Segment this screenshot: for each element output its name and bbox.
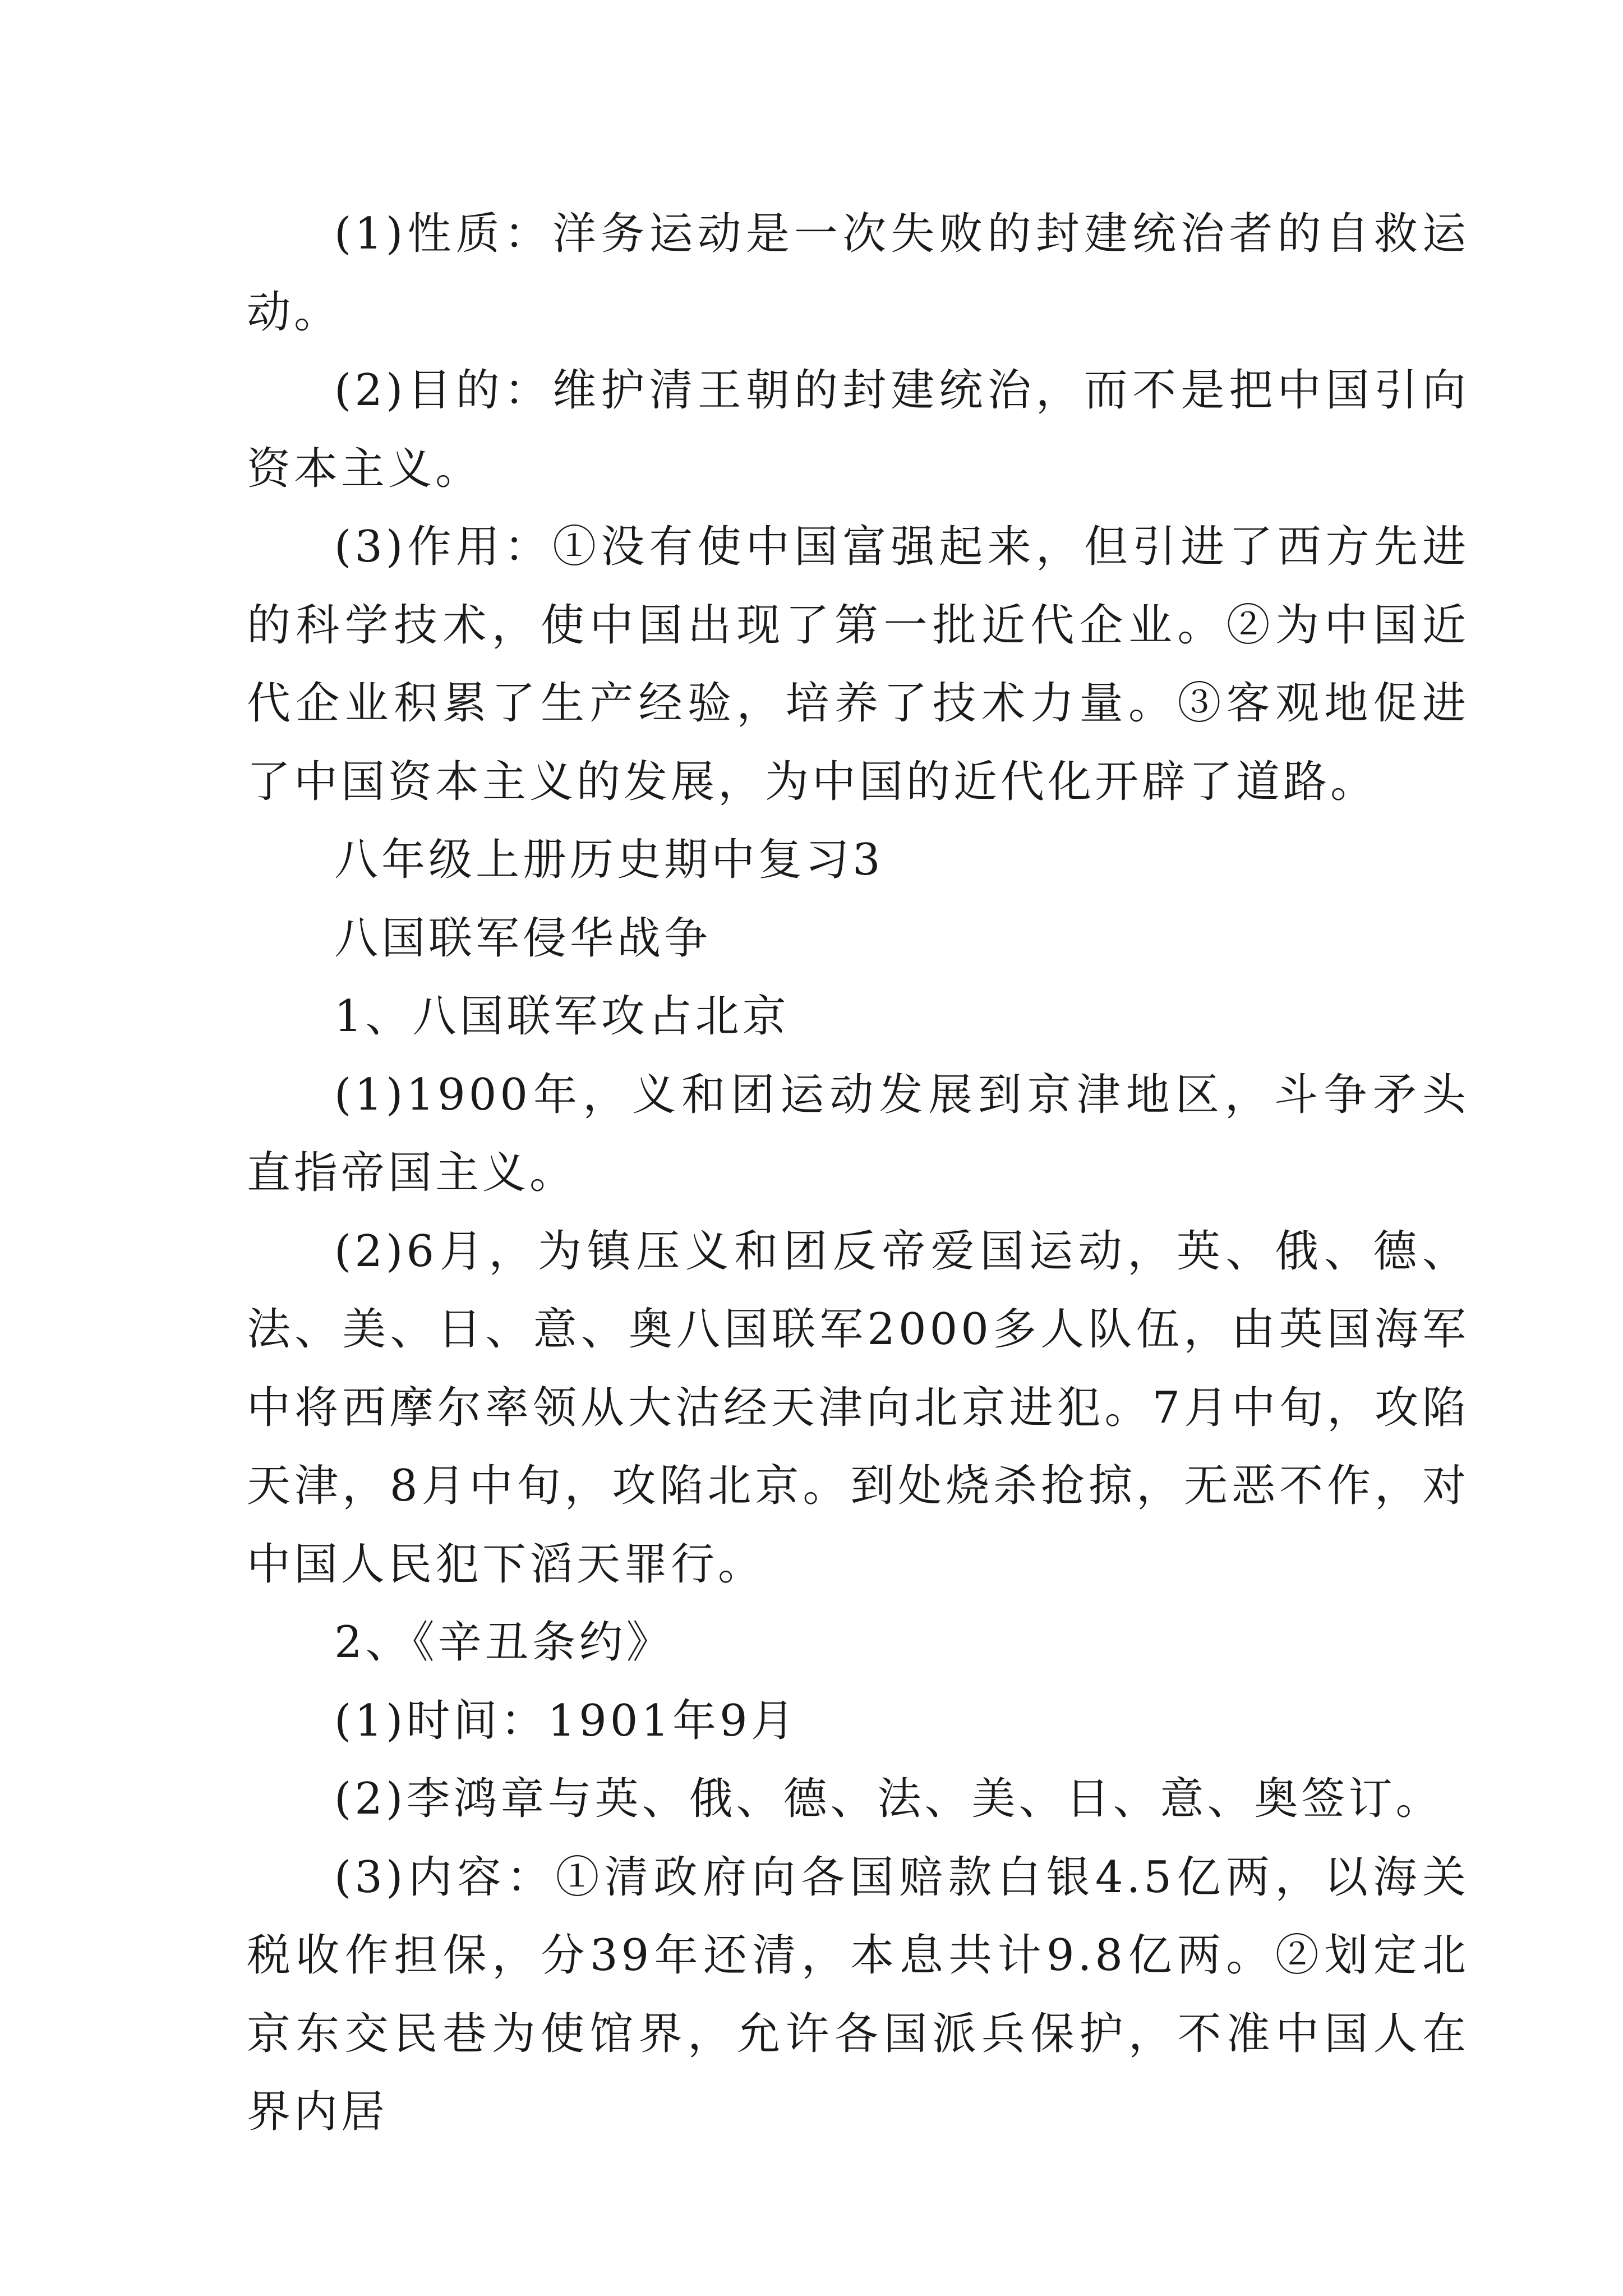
paragraph-effect: (3)作用：①没有使中国富强起来，但引进了西方先进的科学技术，使中国出现了第一批近代企业。②为中国近代企业积累了生产经验，培养了技术力量。③客观地促进了中国资本主义的发展，为中国的近代化开辟了道路。 [247, 522, 1469, 807]
paragraph-1900: (1)1900年，义和团运动发展到京津地区，斗争矛头直指帝国主义。 [247, 1069, 1469, 1198]
paragraph-treaty-signers: (2)李鸿章与英、俄、德、法、美、日、意、奥签订。 [334, 1774, 1443, 1824]
paragraph-june: (2)6月，为镇压义和团反帝爱国运动，英、俄、德、法、美、日、意、奥八国联军2000多人队伍，由英国海军中将西摩尔率领从大沽经天津向北京进犯。7月中旬，攻陷天津，8月中旬，攻陷北京。到处烧杀抢掠，无恶不作，对中国人民犯下滔天罪行。 [247, 1226, 1469, 1590]
paragraph-nature: (1)性质：洋务运动是一次失败的封建统治者的自救运动。 [247, 209, 1469, 338]
paragraph-purpose: (2)目的：维护清王朝的封建统治，而不是把中国引向资本主义。 [247, 365, 1469, 494]
subheading-treaty: 2、《辛丑条约》 [334, 1617, 674, 1668]
topic-title: 八国联军侵华战争 [334, 913, 712, 964]
section-title: 八年级上册历史期中复习3 [334, 835, 884, 885]
paragraph-treaty-content: (3)内容：①清政府向各国赔款白银4.5亿两，以海关税收作担保，分39年还清，本息共计9.8亿两。②划定北京东交民巷为使馆界，允许各国派兵保护，不准中国人在界内居 [247, 1852, 1469, 2137]
document-body [247, 195, 1469, 2152]
subheading-capture-beijing: 1、八国联军攻占北京 [334, 991, 790, 1042]
paragraph-treaty-time: (1)时间：1901年9月 [334, 1695, 798, 1746]
